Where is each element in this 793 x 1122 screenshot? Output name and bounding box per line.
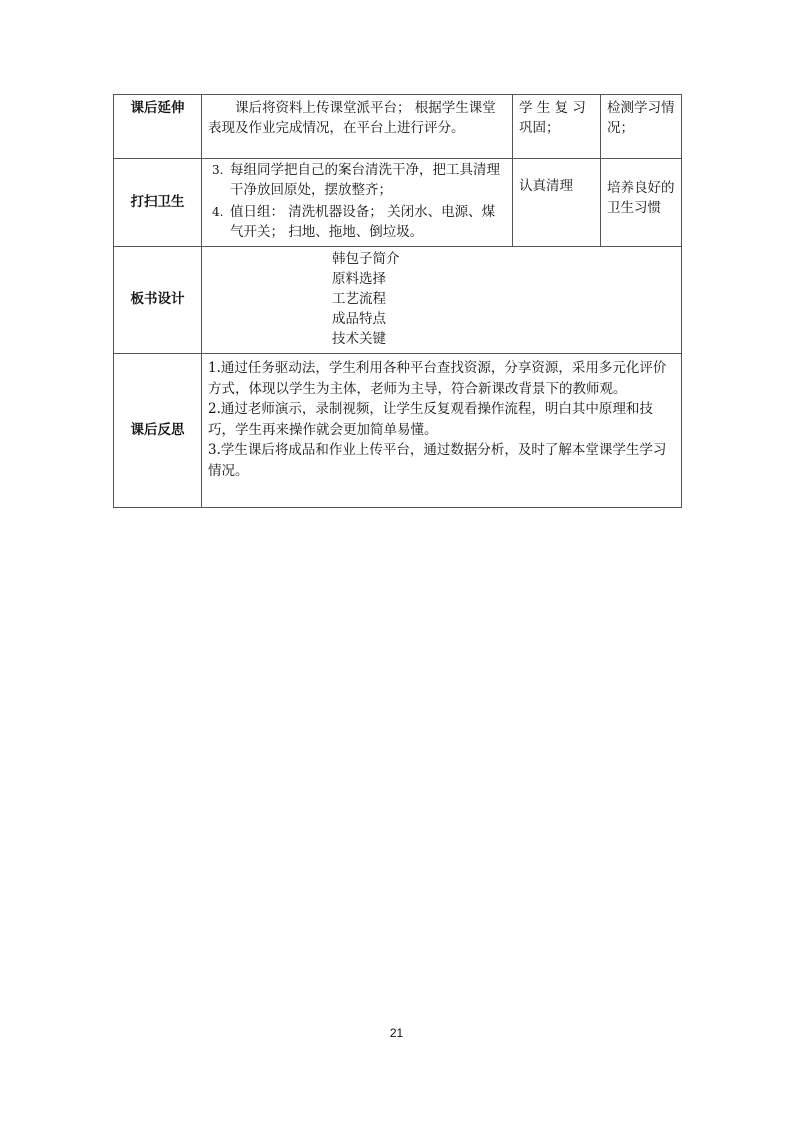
cleaning-purpose-text: 培养良好的卫生习惯 [607, 180, 675, 216]
extension-student [513, 95, 601, 159]
row-head-label: 板书设计 [130, 291, 185, 308]
board-line: 成品特点 [332, 311, 386, 327]
row-head-label: 打扫卫生 [130, 193, 185, 210]
row-board [114, 247, 682, 354]
row-head-reflection [114, 354, 202, 508]
list-item-number: 4. [212, 205, 224, 219]
cleaning-student-text: 认真清理 [519, 178, 573, 194]
extension-purpose [601, 95, 682, 159]
board-line: 工艺流程 [332, 291, 386, 307]
page-number: 21 [389, 1026, 404, 1040]
row-head-label: 课后延伸 [130, 100, 185, 116]
extension-content [202, 95, 513, 159]
cleaning-content [202, 159, 513, 247]
row-reflection [114, 354, 682, 508]
extension-student-text: 学 生 复 习 巩固； [519, 100, 586, 136]
row-extension [114, 95, 682, 159]
extension-content-text: 课后将资料上传课堂派平台； 根据学生课堂表现及作业完成情况，在平台上进行评分。 [208, 100, 496, 136]
list-item-text: 值日组： 清洗机器设备； 关闭水、电源、煤气开关； 扫地、拖地、倒垃圾。 [230, 204, 496, 240]
board-line: 技术关键 [332, 331, 386, 347]
reflection-paragraph: 1.通过任务驱动法，学生利用各种平台查找资源，分享资源，采用多元化评价方式，体现以学生为主体，老师为主导，符合新课改背景下的教师观。 [208, 360, 667, 397]
extension-purpose-text: 检测学习情况； [607, 100, 675, 136]
reflection-content [202, 354, 682, 508]
cleaning-student [513, 159, 601, 247]
board-line: 原料选择 [332, 271, 386, 287]
list-item-text: 每组同学把自己的案台清洗干净，把工具清理干净放回原处，摆放整齐； [230, 162, 500, 198]
list-item [208, 161, 506, 200]
lesson-plan-table [113, 94, 682, 508]
list-item [208, 203, 506, 242]
list-item-number: 3. [212, 163, 224, 177]
board-line: 韩包子简介 [332, 251, 400, 267]
row-head-cleaning [114, 159, 202, 247]
row-head-extension [114, 95, 202, 159]
cleaning-purpose [601, 159, 682, 247]
row-cleaning [114, 159, 682, 247]
row-head-board [114, 247, 202, 354]
row-head-label: 课后反思 [130, 421, 185, 438]
reflection-paragraph: 2.通过老师演示，录制视频，让学生反复观看操作流程，明白其中原理和技巧，学生再来操作就会更加简单易懂。 [208, 401, 653, 438]
reflection-paragraph: 3.学生课后将成品和作业上传平台，通过数据分析，及时了解本堂课学生学习情况。 [208, 442, 667, 479]
board-content [202, 247, 682, 354]
